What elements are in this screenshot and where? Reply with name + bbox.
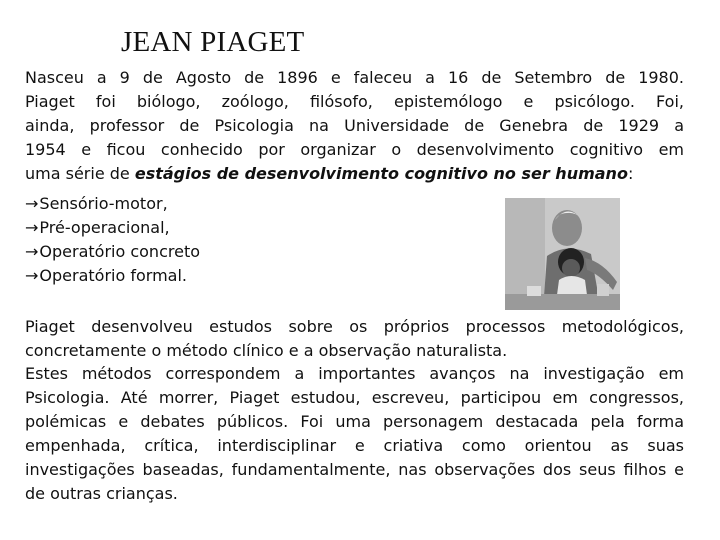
stage-label: Sensório-motor, — [39, 194, 168, 213]
stage-item — [25, 240, 200, 264]
arrow-right-icon: → — [25, 194, 39, 213]
arrow-right-icon: → — [25, 218, 39, 237]
stages-emphasis: estágios de desenvolvimento cognitivo no ser humano — [134, 164, 628, 183]
arrow-right-icon: → — [25, 242, 39, 261]
piaget-photo — [505, 198, 620, 310]
photo-piaget-with-child-icon — [505, 198, 620, 310]
stage-item — [25, 264, 200, 288]
intro-line — [25, 162, 684, 186]
stage-item — [25, 192, 200, 216]
page-title: JEAN PIAGET — [121, 26, 305, 58]
intro-line: ainda, professor de Psicologia na Universidade de Genebra de 1929 a — [25, 116, 684, 135]
stage-label: Operatório concreto — [39, 242, 200, 261]
intro-line: Piaget foi biólogo, zoólogo, filósofo, epistemólogo e psicólogo. Foi, — [25, 92, 684, 111]
stage-item — [25, 216, 200, 240]
arrow-right-icon: → — [25, 266, 39, 285]
methods-paragraph: Piaget desenvolveu estudos sobre os próprios processos metodológicos, concretamente o método clínico e a observação naturalista. — [25, 317, 684, 360]
intro-line5-prefix: uma série de — [25, 164, 135, 183]
intro-line: Nasceu a 9 de Agosto de 1896 e faleceu a 16 de Setembro de 1980. — [25, 68, 684, 87]
stage-label: Pré-operacional, — [39, 218, 170, 237]
intro-line5-suffix: : — [627, 164, 634, 183]
intro-paragraph — [25, 66, 684, 186]
stages-list — [25, 192, 200, 288]
stage-label: Operatório formal. — [39, 266, 187, 285]
intro-line: 1954 e ficou conhecido por organizar o desenvolvimento cognitivo em — [25, 140, 684, 159]
legacy-paragraph: Estes métodos correspondem a importantes avanços na investigação em Psicologia. Até morrer, Piaget estudou, escreveu, participou em congressos, polémicas e debates públicos. Foi uma personagem destacada pela forma empenhada, crítica, interdisciplinar e criativa como orientou as suas investigações baseadas, fundamentalmente, nas observações dos seus filhos e de outras crianças. — [25, 364, 684, 503]
